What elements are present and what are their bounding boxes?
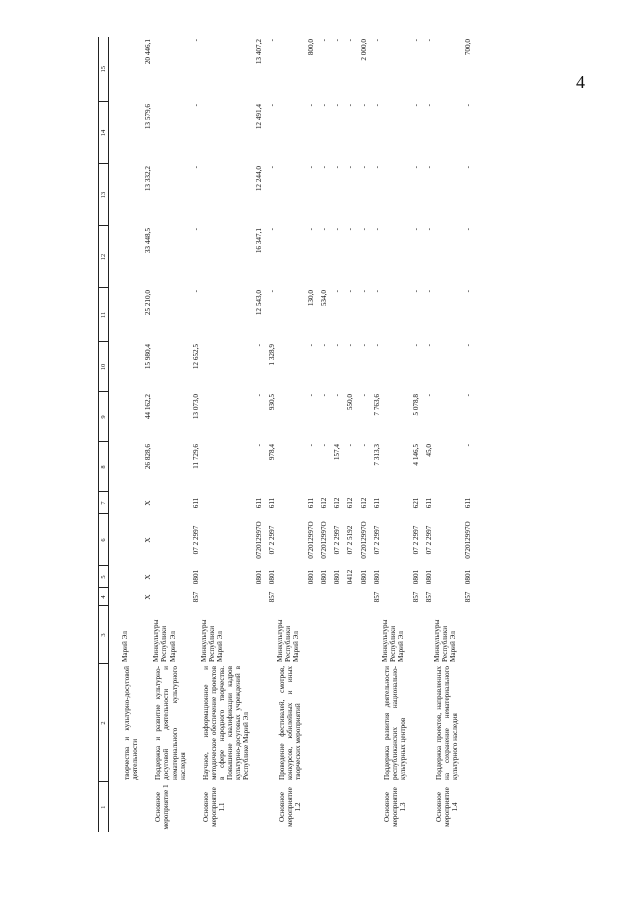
cell-col-12 (109, 226, 141, 288)
cell-col-13: - (346, 166, 355, 169)
cell-col-15: - (372, 39, 381, 42)
cell-col-12: 16 347,1 (255, 228, 264, 254)
cell-col-7: 612 (359, 497, 368, 509)
budget-table (98, 37, 473, 832)
cell-col-8: - (255, 444, 264, 447)
cell-col-8: 11 729,6 (191, 444, 200, 469)
cell-col-6: 07 2 2997 (191, 525, 200, 555)
cell-col-15: 800,0 (307, 39, 316, 56)
cell-col-7 (109, 492, 141, 514)
cell-col-2: Поддержка проектов, направленных на сохранение нематериального культурного наследия (434, 666, 459, 780)
cell-col-4: X (144, 594, 153, 600)
cell-col-9: 5 078,8 (411, 394, 420, 416)
table-row (109, 37, 141, 832)
cell-col-13: - (372, 166, 381, 169)
cell-col-6 (109, 514, 141, 566)
table-row (421, 37, 460, 832)
cell-col-5: X (144, 574, 153, 580)
cell-col-1: Основное мероприятие 1.4 (434, 787, 459, 827)
cell-col-5 (109, 566, 141, 588)
cell-col-4 (329, 588, 342, 606)
cell-col-3: Минкультуры Республики Марий Эл (380, 619, 405, 662)
cell-col-9: - (424, 394, 433, 397)
cell-col-15: 20 446,1 (144, 39, 153, 65)
cell-col-2: Поддержка и развитие культурно-досуговой деятельности и нематериального культурного наследия (154, 666, 187, 780)
cell-col-5: 0801 (333, 569, 342, 585)
cell-col-13: - (320, 166, 329, 169)
cell-col-9: 550,0 (346, 394, 355, 411)
cell-col-14: 13 579,6 (144, 104, 153, 130)
table-row (251, 37, 264, 832)
cell-col-9: 930,5 (268, 394, 277, 411)
cell-col-3 (460, 606, 473, 664)
cell-col-12: - (191, 228, 200, 231)
cell-col-8: 157,4 (333, 444, 342, 461)
cell-col-6: 072012997О (320, 521, 329, 559)
cell-col-1: Основное мероприятие 1 (154, 784, 171, 830)
header-cell-15: 15 (99, 37, 109, 102)
cell-col-10: - (372, 344, 381, 347)
cell-col-12: 33 448,5 (144, 228, 153, 254)
cell-col-7: 611 (372, 497, 381, 509)
header-cell-5: 5 (99, 566, 109, 588)
cell-col-10: - (307, 344, 316, 347)
cell-col-13: - (359, 166, 368, 169)
cell-col-10: - (320, 344, 329, 347)
cell-col-14: - (372, 104, 381, 107)
cell-col-9: - (359, 394, 368, 397)
header-cell-10: 10 (99, 342, 109, 392)
cell-col-2 (316, 664, 329, 782)
cell-col-9: - (255, 394, 264, 397)
cell-col-10: - (411, 344, 420, 347)
cell-col-11: - (424, 290, 433, 293)
cell-col-14: - (307, 104, 316, 107)
cell-col-3 (408, 606, 421, 664)
cell-col-4: 857 (424, 591, 433, 603)
cell-col-14: - (333, 104, 342, 107)
cell-col-1 (109, 782, 141, 832)
cell-col-15: - (424, 39, 433, 42)
cell-col-10: - (333, 344, 342, 347)
cell-col-12: - (268, 228, 277, 231)
cell-col-4: 857 (464, 591, 473, 603)
cell-col-10: - (359, 344, 368, 347)
header-cell-4: 4 (99, 588, 109, 606)
cell-col-6: 072012997О (307, 521, 316, 559)
header-cell-7: 7 (99, 492, 109, 514)
cell-col-5: 0801 (191, 569, 200, 585)
cell-col-5: 0801 (268, 569, 277, 585)
cell-col-11: - (411, 290, 420, 293)
cell-col-8: - (307, 444, 316, 447)
cell-col-15: - (268, 39, 277, 42)
cell-col-7: 611 (424, 497, 433, 509)
cell-col-2: Проведение фестивалей, смотров, конкурсов, юбилейных и иных творческих мероприятий (278, 666, 303, 780)
cell-col-3: Минкультуры Республики Марий Эл (276, 619, 301, 662)
cell-col-7: 612 (346, 497, 355, 509)
header-cell-13: 13 (99, 164, 109, 226)
cell-col-10: - (255, 344, 264, 347)
cell-col-12: - (307, 228, 316, 231)
cell-col-14: 12 491,4 (255, 104, 264, 130)
cell-col-7: 611 (307, 497, 316, 509)
cell-col-13: - (307, 166, 316, 169)
cell-col-4: 857 (411, 591, 420, 603)
cell-col-14: - (424, 104, 433, 107)
cell-col-13: - (464, 166, 473, 169)
cell-col-1 (460, 782, 473, 832)
cell-col-15 (109, 37, 141, 102)
cell-col-11: 130,0 (307, 290, 316, 307)
header-cell-3: 3 (99, 606, 109, 664)
cell-col-15: 13 407,2 (255, 39, 264, 65)
cell-col-7: 611 (255, 497, 264, 509)
cell-col-15: - (333, 39, 342, 42)
cell-col-6: 07 2 2997 (333, 525, 342, 555)
header-cell-12: 12 (99, 226, 109, 288)
cell-col-11: - (268, 290, 277, 293)
cell-col-2 (342, 664, 355, 782)
cell-col-2 (408, 664, 421, 782)
cell-col-5: 0412 (346, 569, 355, 585)
cell-col-9: - (320, 394, 329, 397)
cell-col-8: 4 146,5 (411, 444, 420, 466)
cell-col-4 (109, 588, 141, 606)
cell-col-12: - (464, 228, 473, 231)
cell-col-4 (342, 588, 355, 606)
cell-col-8: 45,0 (424, 444, 433, 457)
cell-col-1 (316, 782, 329, 832)
cell-col-11 (109, 288, 141, 342)
cell-col-7: 612 (320, 497, 329, 509)
cell-col-2 (460, 664, 473, 782)
cell-col-15: - (346, 39, 355, 42)
cell-col-6: 07 2 2997 (268, 525, 277, 555)
cell-col-9: 13 073,0 (191, 394, 200, 420)
cell-col-13: - (424, 166, 433, 169)
cell-col-7: 621 (411, 497, 420, 509)
cell-col-14: - (464, 104, 473, 107)
cell-col-15: 700,0 (464, 39, 473, 56)
cell-col-5: 0801 (411, 569, 420, 585)
table-row (408, 37, 421, 832)
cell-col-14: - (268, 104, 277, 107)
cell-col-14: - (359, 104, 368, 107)
cell-col-3 (342, 606, 355, 664)
cell-col-8: - (359, 444, 368, 447)
cell-col-2 (303, 664, 316, 782)
cell-col-14: - (346, 104, 355, 107)
cell-col-14: - (320, 104, 329, 107)
cell-col-14: - (411, 104, 420, 107)
table-row (303, 37, 316, 832)
cell-col-3 (303, 606, 316, 664)
cell-col-1 (251, 782, 264, 832)
cell-col-11: - (346, 290, 355, 293)
cell-col-2 (329, 664, 342, 782)
cell-col-8: - (320, 444, 329, 447)
cell-col-11: - (333, 290, 342, 293)
cell-col-10: - (464, 344, 473, 347)
cell-col-3: Минкультуры Республики Марий Эл (432, 619, 457, 662)
header-cell-6: 6 (99, 514, 109, 566)
cell-col-1 (356, 782, 369, 832)
cell-col-4 (251, 588, 264, 606)
cell-col-10: 1 328,9 (268, 344, 277, 366)
header-cell-8: 8 (99, 442, 109, 492)
cell-col-6: 072012997О (464, 521, 473, 559)
cell-col-5: 0801 (359, 569, 368, 585)
cell-col-10 (109, 342, 141, 392)
cell-col-7: 612 (333, 497, 342, 509)
table-body (109, 37, 473, 832)
header-cell-2: 2 (99, 664, 109, 782)
cell-col-15: - (411, 39, 420, 42)
table-row (460, 37, 473, 832)
table-row (356, 37, 369, 832)
cell-col-11: - (372, 290, 381, 293)
cell-col-13: 13 332,2 (144, 166, 153, 192)
cell-col-1 (408, 782, 421, 832)
cell-col-6: 072012997О (255, 521, 264, 559)
cell-col-1: Основное мероприятие 1.3 (382, 787, 407, 827)
cell-col-10: 12 652,5 (191, 344, 200, 370)
cell-col-9: - (333, 394, 342, 397)
cell-col-13: - (268, 166, 277, 169)
cell-col-8: 7 313,3 (372, 444, 381, 466)
cell-col-12: - (320, 228, 329, 231)
cell-col-1 (329, 782, 342, 832)
cell-col-1 (303, 782, 316, 832)
cell-col-5: 0801 (424, 569, 433, 585)
header-cell-14: 14 (99, 102, 109, 164)
table-row (188, 37, 251, 832)
cell-col-5: 0801 (255, 569, 264, 585)
cell-col-7: 611 (268, 497, 277, 509)
cell-col-2 (251, 664, 264, 782)
cell-col-10: 15 980,4 (144, 344, 153, 370)
cell-col-12: - (333, 228, 342, 231)
cell-col-13: - (191, 166, 200, 169)
cell-col-10: - (424, 344, 433, 347)
cell-col-8 (109, 442, 141, 492)
cell-col-5: 0801 (464, 569, 473, 585)
cell-col-3 (251, 606, 264, 664)
cell-col-6: 07 2 5192 (346, 525, 355, 555)
header-cell-11: 11 (99, 288, 109, 342)
cell-col-7: 611 (191, 497, 200, 509)
cell-col-12: - (411, 228, 420, 231)
cell-col-14: - (191, 104, 200, 107)
cell-col-3: Марий Эл (121, 631, 130, 662)
cell-col-5: 0801 (320, 569, 329, 585)
cell-col-5: 0801 (307, 569, 316, 585)
cell-col-4: 857 (268, 591, 277, 603)
cell-col-3: Минкультуры Республики Марий Эл (199, 619, 224, 662)
cell-col-8: 978,4 (268, 444, 277, 461)
cell-col-13: - (333, 166, 342, 169)
cell-col-10: - (346, 344, 355, 347)
cell-col-9: 7 763,6 (372, 394, 381, 416)
cell-col-13: - (411, 166, 420, 169)
table-row (342, 37, 355, 832)
page-number: 4 (576, 72, 585, 92)
cell-col-6: 07 2 2997 (372, 525, 381, 555)
cell-col-5: 0801 (372, 569, 381, 585)
cell-col-13: 12 244,0 (255, 166, 264, 192)
cell-col-12: - (359, 228, 368, 231)
cell-col-15: 2 000,0 (359, 39, 368, 61)
table-row (369, 37, 408, 832)
cell-col-2: Поддержка развития деятельности республиканских национально-культурных центров (382, 666, 407, 780)
cell-col-11: - (464, 290, 473, 293)
cell-col-11: 25 210,0 (144, 290, 153, 316)
cell-col-4 (303, 588, 316, 606)
cell-col-15: - (320, 39, 329, 42)
cell-col-8: 26 828,6 (144, 444, 153, 470)
cell-col-14 (109, 102, 141, 164)
cell-col-7: X (144, 500, 153, 506)
table-row (264, 37, 303, 832)
cell-col-6: 07 2 2997 (411, 525, 420, 555)
header-row (99, 37, 109, 832)
cell-col-4: 857 (372, 591, 381, 603)
cell-col-11: 534,0 (320, 290, 329, 307)
table-row (140, 37, 187, 832)
table-row (316, 37, 329, 832)
cell-col-15: - (191, 39, 200, 42)
cell-col-6: 072012997О (359, 521, 368, 559)
cell-col-8: - (346, 444, 355, 447)
cell-col-4 (356, 588, 369, 606)
table-row (329, 37, 342, 832)
cell-col-6: 07 2 2997 (424, 525, 433, 555)
cell-col-9: 44 162,2 (144, 394, 153, 420)
cell-col-9: - (464, 394, 473, 397)
cell-col-12: - (372, 228, 381, 231)
cell-col-9: - (307, 394, 316, 397)
rotated-table-container (98, 37, 537, 832)
cell-col-3 (356, 606, 369, 664)
cell-col-3 (329, 606, 342, 664)
header-cell-9: 9 (99, 392, 109, 442)
cell-col-1 (342, 782, 355, 832)
cell-col-6: X (144, 537, 153, 543)
cell-col-2: творчества и культурно-досуговой деятельности (123, 666, 140, 780)
cell-col-3 (316, 606, 329, 664)
table-header (99, 37, 109, 832)
cell-col-12: - (424, 228, 433, 231)
header-cell-1: 1 (99, 782, 109, 832)
cell-col-2: Научное, информационное и методическое обеспечение проектов в сфере народного творчества. Повышение квалификации кадров культурно-досуговых учреждений в Республике Марий Эл (201, 666, 250, 780)
cell-col-11: 12 543,0 (255, 290, 264, 316)
cell-col-13 (109, 164, 141, 226)
cell-col-11: - (359, 290, 368, 293)
cell-col-12: - (346, 228, 355, 231)
cell-col-7: 611 (464, 497, 473, 509)
cell-col-4 (316, 588, 329, 606)
cell-col-11: - (191, 290, 200, 293)
cell-col-9 (109, 392, 141, 442)
cell-col-3: Минкультуры Республики Марий Эл (152, 619, 177, 662)
cell-col-8: - (464, 444, 473, 447)
cell-col-4: 857 (191, 591, 200, 603)
cell-col-2 (356, 664, 369, 782)
cell-col-1: Основное мероприятие 1.1 (201, 787, 226, 827)
cell-col-1: Основное мероприятие 1.2 (278, 787, 303, 827)
